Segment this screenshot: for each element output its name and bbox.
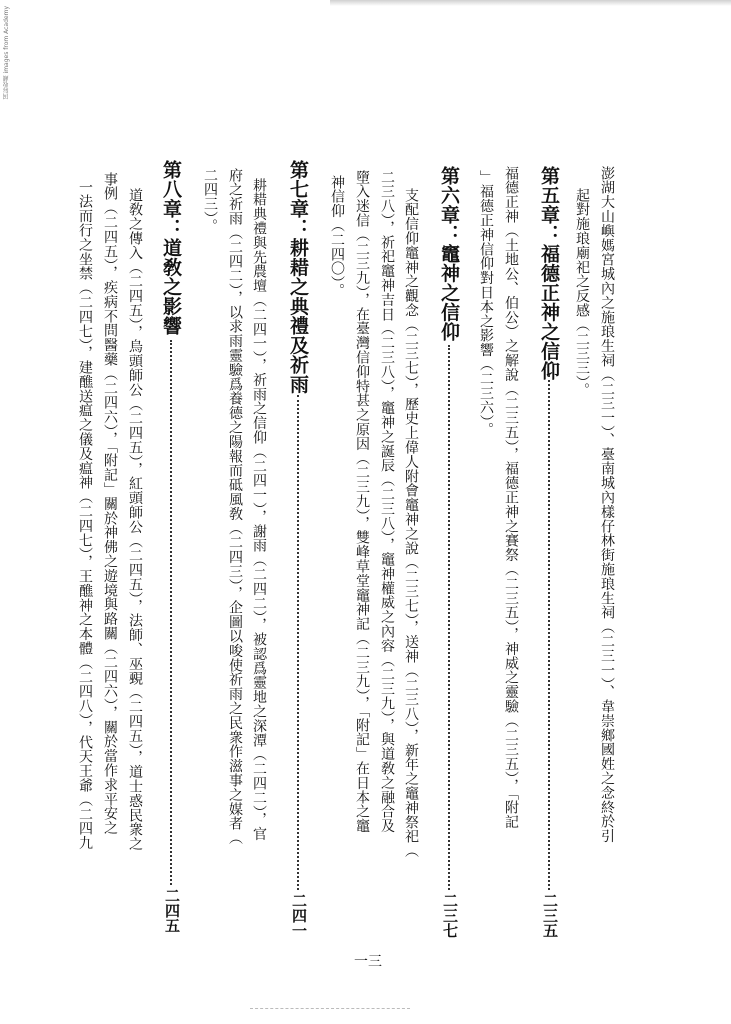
leader-dots [297,395,299,890]
toc-text-line: 墮入迷信（二三九），在臺灣信仰特甚之原因（二三九），雙峰草堂竈神記（二三九），「附記」在日本之竈 [354,170,370,834]
toc-text-line: 一法而行之坐禁（二四七），建醮送瘟之儀及瘟神（二四七），王醮神之本體（二四八），代天王爺（二四九 [77,180,93,851]
toc-text-line: 」福德正神信仰對日本之影響（二三六）。 [478,170,494,437]
page-folio-number: 一三 [354,954,382,970]
library-stamp: 国际收藏 images from Academy [3,6,10,100]
chapter-page-number: 二四一 [290,893,308,938]
leader-dots [548,375,550,890]
leader-dots [170,340,172,885]
chapter-page-number: 二三五 [541,893,559,938]
chapter-page-number: 二四五 [163,888,181,933]
toc-text-line: 二三八），祈祀竈神吉日（二三八），竈神之誕辰（二三八），竈神權威之內容（二三九），與道敎之融合及 [379,170,395,834]
toc-text-line: 道敎之傳入（二四五），烏頭師公（二四五），紅頭師公（二四五），法師、巫覡（二四五），道士惑民衆之 [127,188,143,852]
chapter-heading: 第六章：竈神之信仰 [438,166,460,342]
toc-text-line: 支配信仰竈神之觀念（二三七），歷史上偉人附會竈神之說（二三七），送神（二三八），新年之竈神祭祀（ [403,188,419,859]
leader-dots [448,345,450,890]
scan-edge-artifact [330,0,731,6]
chapter-page-number: 二三七 [441,893,459,938]
toc-text-line: 耕耤典禮與先農壇（二四一），祈雨之信仰（二四一），謝雨（二四二），被認爲靈地之深潭（二四二），官 [251,178,267,842]
toc-text-line: 起對施琅廟祀之反感（二三三）。 [574,188,590,397]
toc-text-line: 福德正神（土地公、伯公）之解說（二三五），福德正神之賽祭（二三五），神威之靈驗（二三五），「附記 [503,166,519,830]
chapter-heading: 第五章：福德正神之信仰 [538,166,560,381]
toc-text-line: 神信仰（二四〇）。 [329,175,345,298]
toc-text-line: 二四三）。 [202,168,218,233]
chapter-heading: 第七章：耕耤之典禮及祈雨 [287,160,309,394]
toc-text-line: 澎湖大山嶼媽宮城內之施琅生祠（二三一）、臺南城內樣仔林街施琅生祠（二三一）、韋崇鄉國姓之念終於引 [599,166,615,844]
toc-text-line: 事例（二四五），疾病不問醫藥（二四六），「附記」關於神佛之遊境與路關（二四六），關於當作求平安之 [102,172,118,836]
scan-bottom-artifact [250,1008,410,1012]
toc-text-line: 府之祈雨（二四二），以求雨靈驗爲養德之陽報而砥風敎（二四三），企圖以唆使祈雨之民衆作滋事之媒者（ [227,168,243,846]
chapter-heading: 第八章：道敎之影響 [160,160,182,336]
